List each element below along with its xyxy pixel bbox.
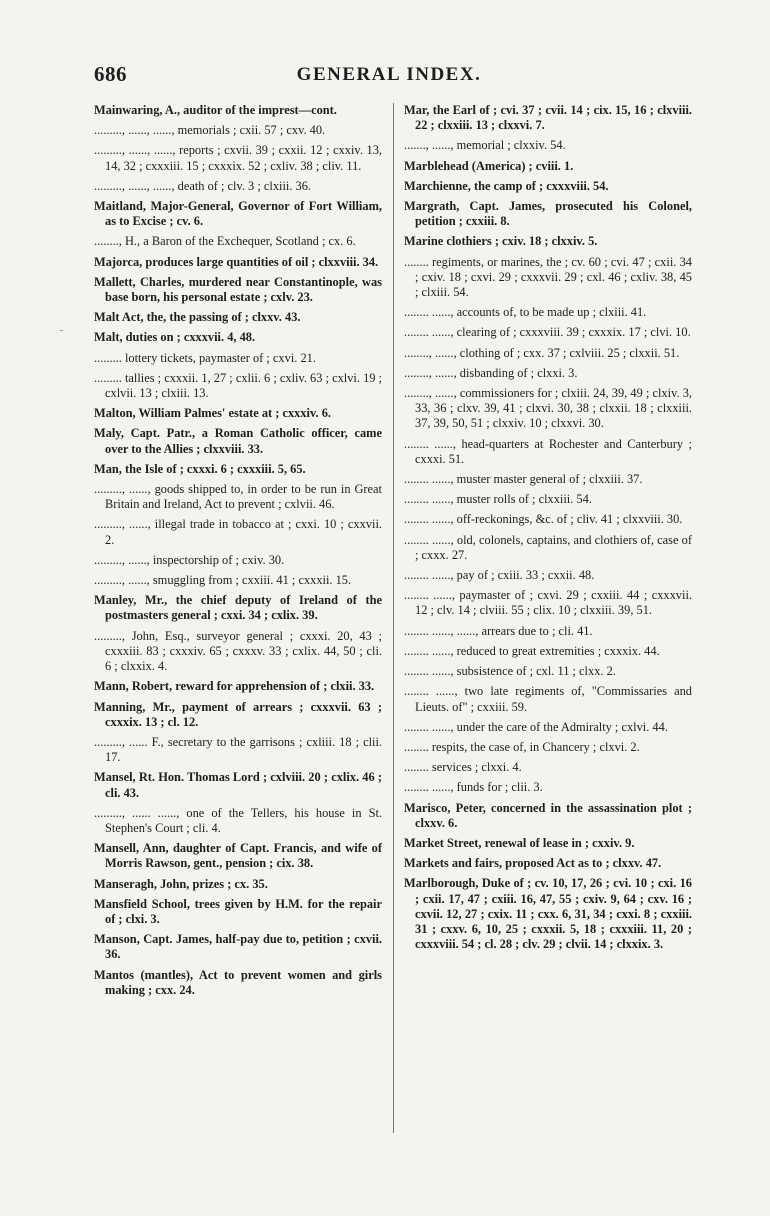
index-entry: ........., ......, ......, reports ; cxvii. 39 ; cxxii. 12 ; cxxiv. 13, 14, 32 ; cxxxiii. 15 ; cxxxix. 52 ; cxliv. 38 ; cliv. 11. (94, 143, 382, 173)
index-entry: Marchienne, the camp of ; cxxxviii. 54. (404, 178, 609, 193)
index-entry: ........, H., a Baron of the Exchequer, Scotland ; cx. 6. (94, 234, 356, 249)
index-entry: Mantos (mantles), Act to prevent women and girls making ; cxx. 24. (94, 967, 382, 997)
index-entry: ........ ......, subsistence of ; cxl. 11 ; clxx. 2. (404, 664, 616, 679)
index-entry: Malton, William Palmes' estate at ; cxxxiv. 6. (94, 406, 331, 421)
index-entry: Mar, the Earl of ; cvi. 37 ; cvii. 14 ; cix. 15, 16 ; clxviii. 22 ; clxxiii. 13 ; clxxvi. 7. (404, 103, 692, 133)
page-number: 686 (94, 62, 127, 86)
index-entry: ........ ......, muster master general of ; clxxiii. 37. (404, 472, 643, 487)
index-entry: ........ ......, paymaster of ; cxvi. 29 ; cxxiii. 44 ; cxxxvii. 12 ; clv. 14 ; clviii. 55 ; clix. 10 ; clxxiii. 39, 51. (404, 588, 692, 618)
index-entry: ........ ......, muster rolls of ; clxxiii. 54. (404, 492, 592, 507)
index-entry: ........., ......, ......, death of ; clv. 3 ; clxiii. 36. (94, 178, 312, 193)
index-entry: ........ regiments, or marines, the ; cv. 60 ; cvi. 47 ; cxii. 34 ; cxiv. 18 ; cxvi. 29 ; cxxxvii. 29 ; cxl. 46 ; cxliv. 38, 45 ; clxiii. 54. (404, 254, 692, 300)
index-entry: Marlborough, Duke of ; cv. 10, 17, 26 ; cvi. 10 ; cxi. 16 ; cxii. 17, 47 ; cxiii. 16, 47, 55 ; cxiv. 9, 64 ; cxv. 16 ; cxvii. 12, 27 ; cxix. 11 ; cxx. 6, 31, 34 ; cxxi. 8 ; cxxiii. 31 ; cxxv. 6, 10, 25 ; cxxxii. 5, 18 ; cxxxiii. 11, 20 ; cxxxviii. 54 ; cl. 28 ; clv. 29 ; clvii. 14 ; clxxix. 3. (404, 876, 692, 952)
index-entry: ........ ......, accounts of, to be made up ; clxiii. 41. (404, 305, 647, 320)
index-entry: ........., ...... F., secretary to the garrisons ; cxliii. 18 ; clii. 17. (94, 734, 382, 765)
left-column (94, 103, 382, 1003)
index-entry: ........ ......, old, colonels, captains, and clothiers of, case of ; cxxx. 27. (404, 532, 692, 562)
index-entry: Malt Act, the, the passing of ; clxxv. 43. (94, 310, 301, 325)
index-entry: ........ ......, two late regiments of, "Commissaries and Lieuts. of" ; cxxiii. 59. (404, 684, 692, 714)
index-entry: Maly, Capt. Patr., a Roman Catholic officer, came over to the Allies ; clxxviii. 33. (94, 426, 382, 456)
running-head-title: GENERAL INDEX. (296, 64, 482, 85)
index-entry: Mansfield School, trees given by H.M. for the repair of ; clxi. 3. (94, 896, 382, 926)
index-entry: Mann, Robert, reward for apprehension of ; clxii. 33. (94, 679, 375, 694)
index-entry: Manley, Mr., the chief deputy of Ireland of the postmasters general ; cxxi. 34 ; cxlix. 39. (94, 593, 382, 623)
index-entry: Marblehead (America) ; cviii. 1. (404, 158, 574, 173)
index-entry: ........., ......, ......, memorials ; cxii. 57 ; cxv. 40. (94, 123, 326, 138)
index-entry: ........ ......, reduced to great extremities ; cxxxix. 44. (404, 643, 660, 658)
index-entry: Manning, Mr., payment of arrears ; cxxxvii. 63 ; cxxxix. 13 ; cl. 12. (94, 699, 382, 729)
index-entry: Mallett, Charles, murdered near Constantinople, was base born, his personal estate ; cxlv. 23. (94, 274, 382, 305)
column-divider (393, 103, 394, 1133)
index-entry: ........ respits, the case of, in Chancery ; clxvi. 2. (404, 739, 640, 754)
index-entry: ........ ......, pay of ; cxiii. 33 ; cxxii. 48. (404, 568, 595, 583)
index-entry: Marine clothiers ; cxiv. 18 ; clxxiv. 5. (404, 234, 598, 249)
index-entry: ........, ......, clothing of ; cxx. 37 ; cxlviii. 25 ; clxxii. 51. (404, 345, 680, 360)
index-entry: ........ ......, head-quarters at Rochester and Canterbury ; cxxxi. 51. (404, 436, 692, 466)
index-entry: Margrath, Capt. James, prosecuted his Colonel, petition ; cxxiii. 8. (404, 199, 692, 229)
index-entry: Markets and fairs, proposed Act as to ; clxxv. 47. (404, 856, 662, 871)
index-entry: Manseragh, John, prizes ; cx. 35. (94, 876, 268, 891)
index-entry: ........., John, Esq., surveyor general ; cxxxi. 20, 43 ; cxxxiii. 83 ; cxxxiv. 65 ; cxxxv. 33 ; cxlix. 44, 50 ; cli. 6 ; clxxix. 4. (94, 628, 382, 674)
index-entry: ........., ......, goods shipped to, in order to be run in Great Britain and Ireland, Act to prevent ; cxlvii. 46. (94, 482, 382, 512)
index-entry: ........ ......, funds for ; clii. 3. (404, 780, 543, 795)
index-entry: Mainwaring, A., auditor of the imprest—cont. (94, 103, 337, 117)
index-entry: Mansell, Ann, daughter of Capt. Francis, and wife of Morris Rawson, gent., pension ; cix. 38. (94, 841, 382, 871)
index-entry: ........, ......, commissioners for ; clxiii. 24, 39, 49 ; clxiv. 3, 33, 36 ; clxv. 39, 41 ; clxvi. 30, 38 ; clxxii. 18 ; clxxiii. 37, 39, 50, 51 ; clxxiv. 10 ; clxxvi. 30. (404, 386, 692, 431)
index-entry: ........, ......, disbanding of ; clxxi. 3. (404, 365, 578, 380)
index-entry: Man, the Isle of ; cxxxi. 6 ; cxxxiii. 5, 65. (94, 461, 306, 476)
index-entry: ........., ......, illegal trade in tobacco at ; cxxi. 10 ; cxxvii. 2. (94, 517, 382, 547)
index-entry: Maitland, Major-General, Governor of Fort William, as to Excise ; cv. 6. (94, 199, 382, 229)
index-entry: ........ ......, ......, arrears due to ; cli. 41. (404, 623, 593, 638)
index-entry: Marisco, Peter, concerned in the assassination plot ; clxxv. 6. (404, 800, 692, 830)
index-entry: ......., ......, memorial ; clxxiv. 54. (404, 138, 566, 153)
index-entry: Manson, Capt. James, half-pay due to, petition ; cxvii. 36. (94, 932, 382, 962)
margin-mark (60, 330, 63, 331)
right-column (404, 103, 692, 957)
index-entry: ......... lottery tickets, paymaster of ; cxvi. 21. (94, 350, 316, 365)
index-entry: Mansel, Rt. Hon. Thomas Lord ; cxlviii. 20 ; cxlix. 46 ; cli. 43. (94, 770, 382, 800)
index-entry: ........., ......, smuggling from ; cxxiii. 41 ; cxxxii. 15. (94, 573, 352, 588)
index-entry: Market Street, renewal of lease in ; cxxiv. 9. (404, 835, 635, 850)
index-entry: ........ ......, under the care of the Admiralty ; cxlvi. 44. (404, 719, 668, 734)
page-header (94, 62, 684, 92)
index-entry: ......... tallies ; cxxxii. 1, 27 ; cxlii. 6 ; cxliv. 63 ; cxlvi. 19 ; cxlvii. 13 ; clxiii. 13. (94, 370, 382, 401)
index-entry: ........ services ; clxxi. 4. (404, 760, 522, 775)
index-entry: Majorca, produces large quantities of oil ; clxxviii. 34. (94, 254, 379, 269)
index-entry: ........ ......, clearing of ; cxxxviii. 39 ; cxxxix. 17 ; clvi. 10. (404, 325, 691, 340)
index-entry: ........., ...... ......, one of the Tellers, his house in St. Stephen's Court ; cli. 4. (94, 805, 382, 835)
index-entry: ........ ......, off-reckonings, &c. of ; cliv. 41 ; clxxviii. 30. (404, 512, 683, 527)
index-entry: Malt, duties on ; cxxxvii. 4, 48. (94, 330, 256, 345)
index-entry: ........., ......, inspectorship of ; cxiv. 30. (94, 552, 285, 567)
